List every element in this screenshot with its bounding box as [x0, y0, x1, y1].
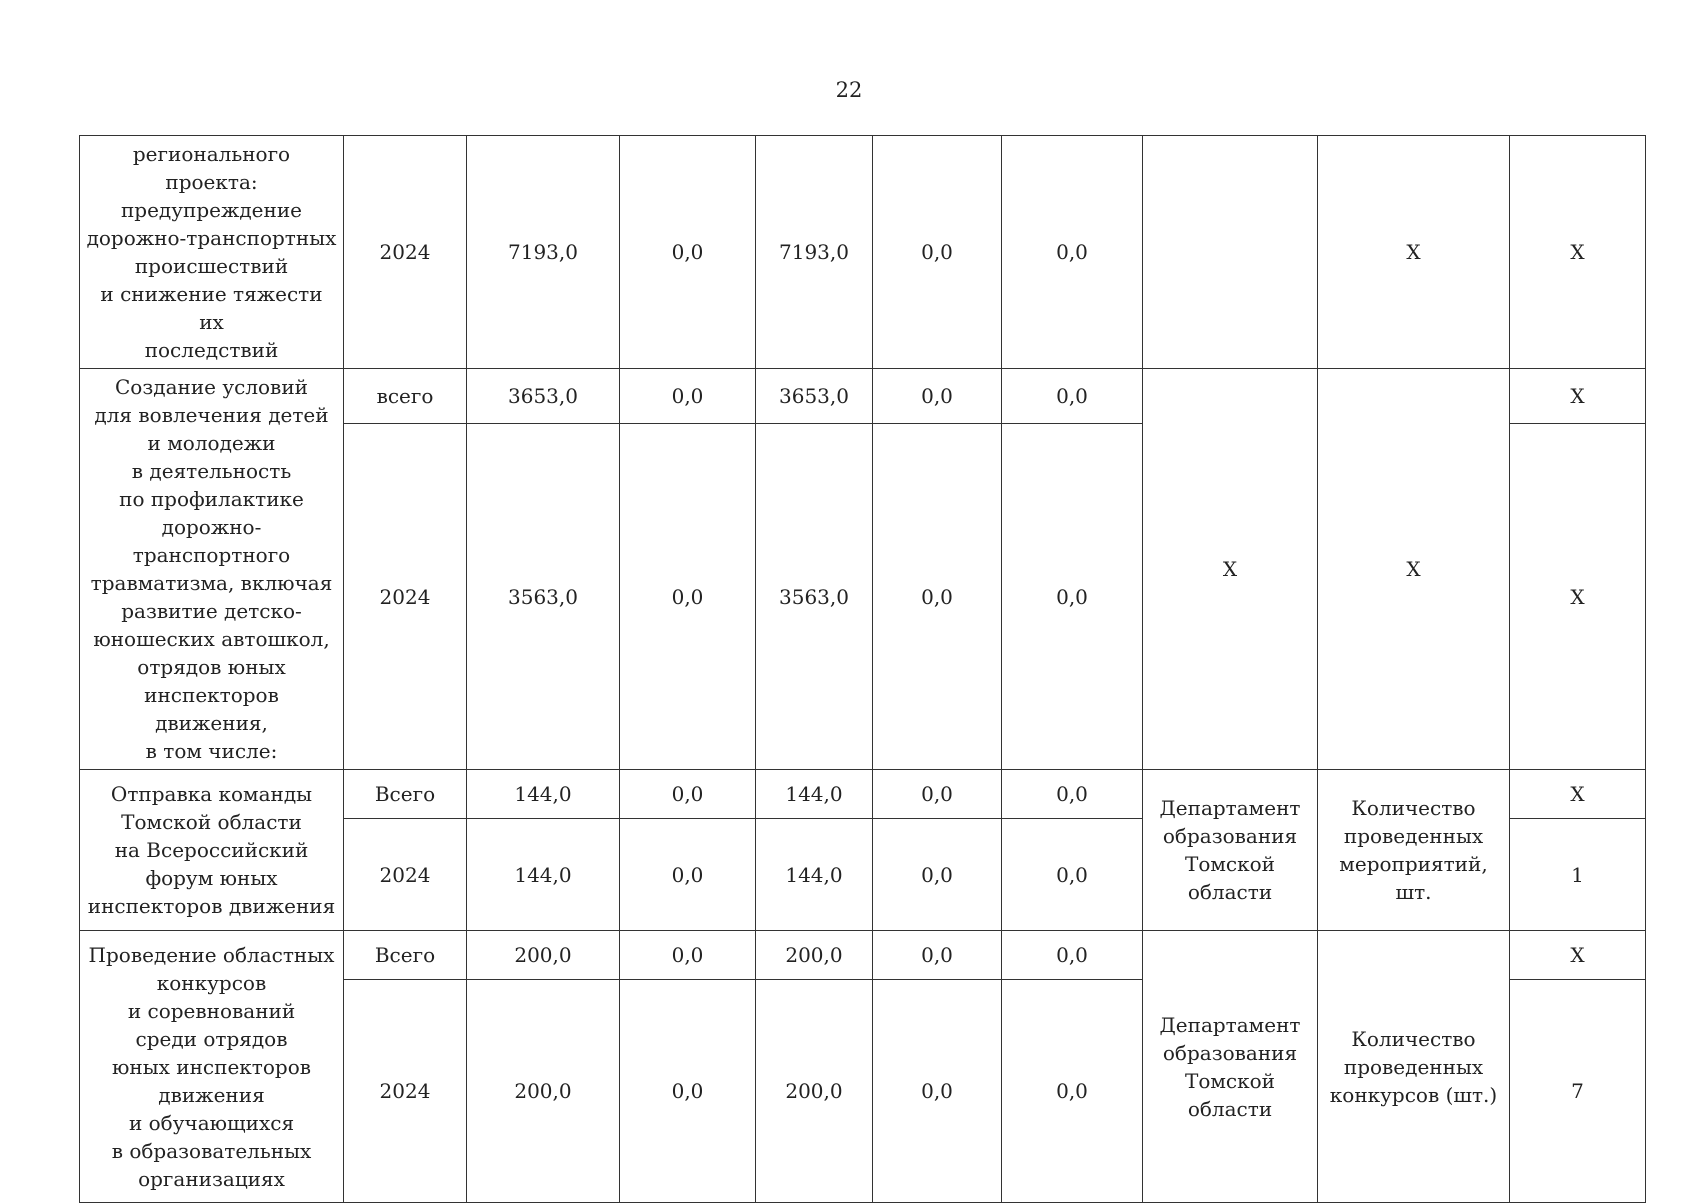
budget-table	[79, 135, 1646, 1203]
amount-cell: 0,0	[873, 819, 1002, 931]
event-name: Создание условий для вовлечения детей и молодежи в деятельность по профилактике дорожно-транспортного травматизма, включая развитие детско- юношеских автошкол, отрядов юных инспекторов движения, в том числе:	[80, 369, 344, 770]
indicator-value-cell: Х	[1510, 369, 1646, 424]
event-name: Отправка команды Томской области на Всероссийский форум юных инспекторов движения	[80, 770, 344, 931]
total-cell: 144,0	[467, 819, 620, 931]
indicator-cell: Х	[1318, 369, 1510, 770]
page-number: 22	[835, 78, 863, 102]
total-cell: 200,0	[467, 931, 620, 980]
period-cell: 2024	[344, 980, 467, 1203]
table-row	[80, 136, 1646, 369]
amount-cell: 200,0	[756, 980, 873, 1203]
table-row	[80, 931, 1646, 980]
amount-cell: 0,0	[873, 770, 1002, 819]
period-cell: Всего	[344, 770, 467, 819]
executor-cell: Департамент образования Томской области	[1143, 931, 1318, 1203]
executor-cell: Х	[1143, 369, 1318, 770]
amount-cell: 7193,0	[756, 136, 873, 369]
table-row	[80, 770, 1646, 819]
amount-cell: 0,0	[620, 424, 756, 770]
period-cell: 2024	[344, 424, 467, 770]
amount-cell: 0,0	[620, 770, 756, 819]
amount-cell: 0,0	[1002, 369, 1143, 424]
amount-cell: 3563,0	[756, 424, 873, 770]
amount-cell: 0,0	[1002, 931, 1143, 980]
total-cell: 144,0	[467, 770, 620, 819]
indicator-cell: Х	[1318, 136, 1510, 369]
indicator-value-cell: Х	[1510, 136, 1646, 369]
executor-cell	[1143, 136, 1318, 369]
amount-cell: 0,0	[873, 369, 1002, 424]
amount-cell: 144,0	[756, 819, 873, 931]
amount-cell: 0,0	[1002, 980, 1143, 1203]
amount-cell: 0,0	[620, 819, 756, 931]
amount-cell: 0,0	[1002, 770, 1143, 819]
executor-cell: Департамент образования Томской области	[1143, 770, 1318, 931]
indicator-value-cell: Х	[1510, 424, 1646, 770]
indicator-cell: Количество проведенных конкурсов (шт.)	[1318, 931, 1510, 1203]
amount-cell: 0,0	[620, 369, 756, 424]
period-cell: всего	[344, 369, 467, 424]
period-cell: 2024	[344, 136, 467, 369]
total-cell: 3653,0	[467, 369, 620, 424]
period-cell: 2024	[344, 819, 467, 931]
indicator-value-cell: Х	[1510, 931, 1646, 980]
amount-cell: 0,0	[620, 931, 756, 980]
indicator-value-cell: 1	[1510, 819, 1646, 931]
amount-cell: 0,0	[873, 136, 1002, 369]
table-row	[80, 369, 1646, 424]
period-cell: Всего	[344, 931, 467, 980]
total-cell: 3563,0	[467, 424, 620, 770]
amount-cell: 144,0	[756, 770, 873, 819]
amount-cell: 0,0	[873, 980, 1002, 1203]
event-name: Проведение областных конкурсов и соревнований среди отрядов юных инспекторов движения и обучающихся в образовательных организациях	[80, 931, 344, 1203]
indicator-value-cell: Х	[1510, 770, 1646, 819]
amount-cell: 3653,0	[756, 369, 873, 424]
indicator-value-cell: 7	[1510, 980, 1646, 1203]
amount-cell: 200,0	[756, 931, 873, 980]
total-cell: 7193,0	[467, 136, 620, 369]
amount-cell: 0,0	[873, 424, 1002, 770]
indicator-cell: Количество проведенных мероприятий, шт.	[1318, 770, 1510, 931]
amount-cell: 0,0	[1002, 819, 1143, 931]
amount-cell: 0,0	[620, 136, 756, 369]
amount-cell: 0,0	[1002, 136, 1143, 369]
amount-cell: 0,0	[620, 980, 756, 1203]
total-cell: 200,0	[467, 980, 620, 1203]
amount-cell: 0,0	[1002, 424, 1143, 770]
amount-cell: 0,0	[873, 931, 1002, 980]
event-name: регионального проекта: предупреждение дорожно-транспортных происшествий и снижение тяжести их последствий	[80, 136, 344, 369]
